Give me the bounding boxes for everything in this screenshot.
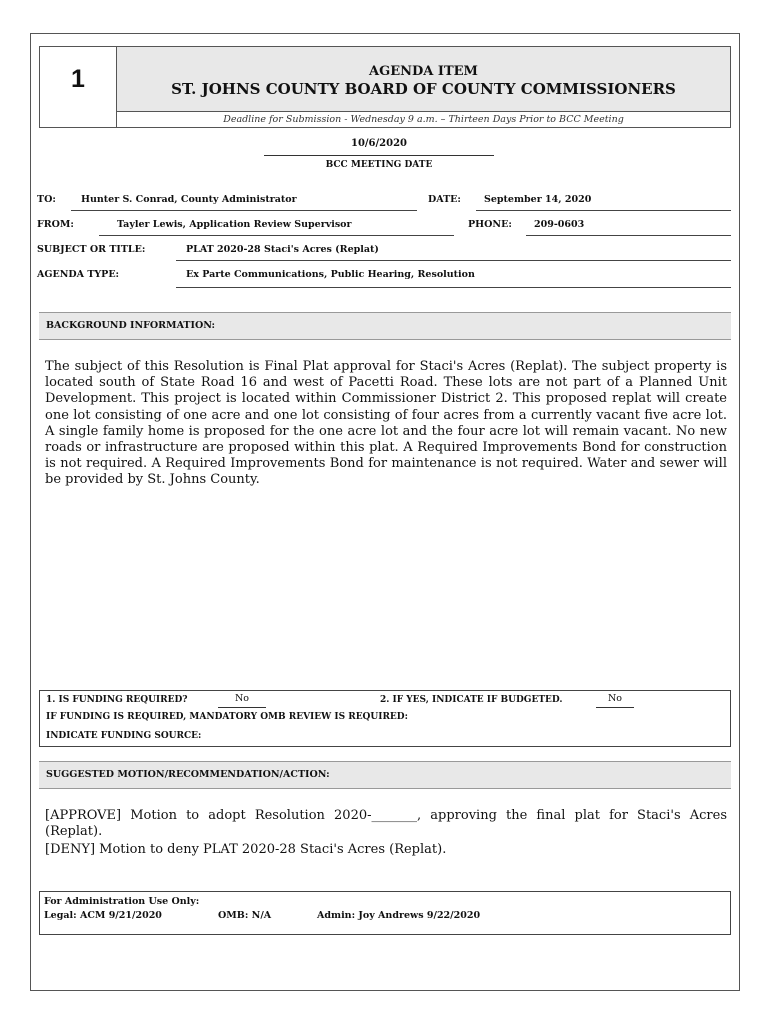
phone-label: PHONE:	[468, 219, 512, 230]
agenda-item-form	[30, 33, 740, 991]
admin-heading: For Administration Use Only:	[44, 896, 200, 907]
motion-approve: [APPROVE] Motion to adopt Resolution 2020-_______, approving the final plat for Staci's Acres (Replat).	[45, 808, 727, 839]
admin-review: Admin: Joy Andrews 9/22/2020	[317, 910, 481, 921]
board-name: ST. JOHNS COUNTY BOARD OF COUNTY COMMISSIONERS	[171, 80, 676, 98]
meeting-date: 10/6/2020	[350, 138, 407, 149]
omb-review-note: IF FUNDING IS REQUIRED, MANDATORY OMB REVIEW IS REQUIRED:	[46, 712, 408, 722]
agenda-header	[39, 46, 731, 128]
to-label: TO:	[37, 194, 56, 205]
motion-heading: SUGGESTED MOTION/RECOMMENDATION/ACTION:	[39, 761, 731, 789]
funding-required-label: 1. IS FUNDING REQUIRED?	[46, 695, 188, 705]
subject-label: SUBJECT OR TITLE:	[37, 244, 146, 255]
agenda-type-value: Ex Parte Communications, Public Hearing, Resolution	[186, 269, 475, 280]
meeting-date-label: BCC MEETING DATE	[325, 160, 433, 170]
date-value: September 14, 2020	[484, 194, 592, 205]
subject-value: PLAT 2020-28 Staci's Acres (Replat)	[186, 244, 379, 255]
to-value: Hunter S. Conrad, County Administrator	[81, 194, 297, 205]
background-heading: BACKGROUND INFORMATION:	[39, 312, 731, 340]
funding-box	[39, 690, 731, 747]
agenda-type-label: AGENDA TYPE:	[37, 269, 120, 280]
phone-value: 209-0603	[534, 219, 585, 230]
budgeted-label: 2. IF YES, INDICATE IF BUDGETED.	[380, 695, 563, 705]
motion-deny: [DENY] Motion to deny PLAT 2020-28 Staci's Acres (Replat).	[45, 842, 447, 857]
from-value: Tayler Lewis, Application Review Supervisor	[117, 219, 352, 230]
omb-review: OMB: N/A	[218, 910, 272, 921]
agenda-title-block	[117, 47, 730, 112]
background-text: The subject of this Resolution is Final Plat approval for Staci's Acres (Replat). The subject property is located south of State Road 16 and west of Pacetti Road. These lots are not part of a Planned Unit Development. This project is located within Commissioner District 2. This proposed replat will create one lot consisting of one acre and one lot consisting of four acres from a currently vacant five acre lot. A single family home is proposed for the one acre lot and the four acre lot will remain vacant. No new roads or infrastructure are proposed within this plat. A Required Improvements Bond for construction is not required. A Required Improvements Bond for maintenance is not required. Water and sewer will be provided by St. Johns County.	[45, 359, 727, 488]
agenda-item-number: 1	[40, 47, 117, 111]
from-label: FROM:	[37, 219, 74, 230]
funding-required-value: No	[218, 693, 266, 708]
funding-source-label: INDICATE FUNDING SOURCE:	[46, 731, 202, 741]
budgeted-value: No	[596, 693, 634, 708]
admin-use-box	[39, 891, 731, 935]
legal-review: Legal: ACM 9/21/2020	[44, 910, 162, 921]
submission-deadline: Deadline for Submission - Wednesday 9 a.m. – Thirteen Days Prior to BCC Meeting	[223, 114, 624, 125]
agenda-title: AGENDA ITEM	[369, 64, 478, 79]
date-label: DATE:	[428, 194, 461, 205]
